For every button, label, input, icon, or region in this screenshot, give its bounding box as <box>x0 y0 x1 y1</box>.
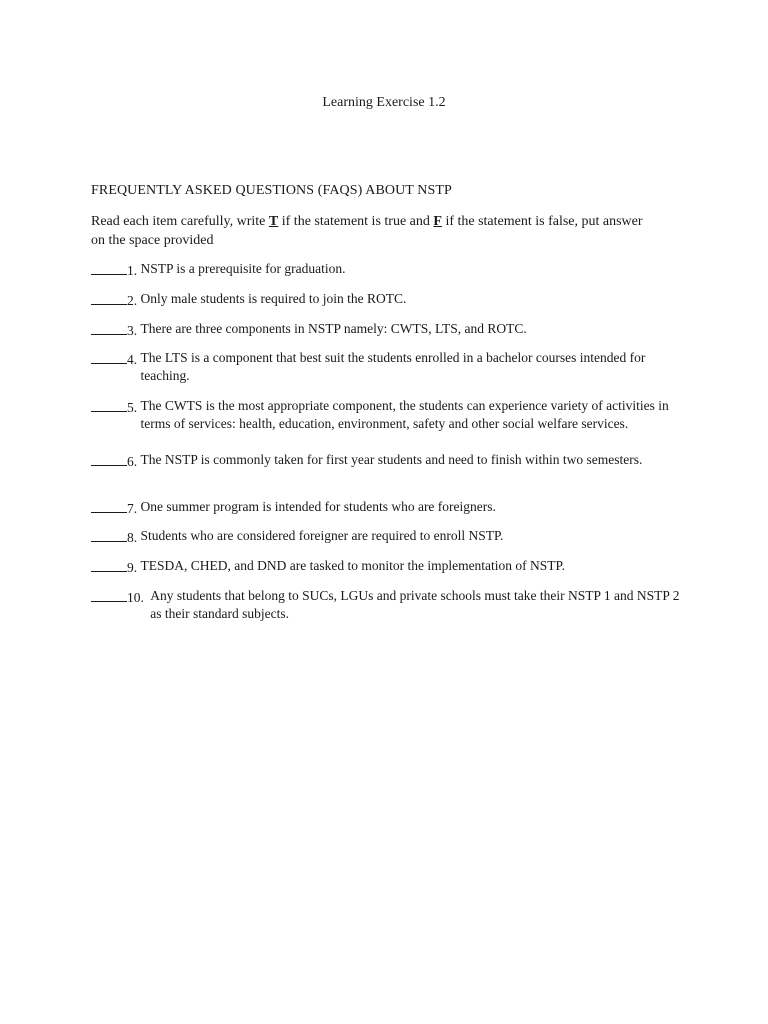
question-number: 4. <box>127 352 141 367</box>
question-number: 9. <box>127 560 141 575</box>
question-number: 10. <box>127 590 148 605</box>
question-number: 1. <box>127 263 141 278</box>
question-item <box>91 320 681 340</box>
answer-blank[interactable] <box>91 557 127 572</box>
instructions-text-2: if the statement is true and <box>278 214 434 229</box>
false-mark: F <box>433 214 442 229</box>
question-text: One summer program is intended for students who are foreigners. <box>140 499 496 514</box>
question-item <box>91 587 681 623</box>
question-item <box>91 451 681 471</box>
answer-blank[interactable] <box>91 451 127 466</box>
answer-blank[interactable] <box>91 290 127 305</box>
answer-blank[interactable] <box>91 397 127 412</box>
question-text: Any students that belong to SUCs, LGUs and private schools must take their NSTP 1 and NSTP 2 as their standard subjects. <box>150 588 680 621</box>
instructions-text-1: Read each item carefully, write <box>91 214 269 229</box>
instructions-text-3: if the statement is false, put answer on the space provided <box>91 214 643 248</box>
question-number: 2. <box>127 293 141 308</box>
question-item <box>91 498 681 518</box>
question-item <box>91 527 681 547</box>
question-item <box>91 349 681 385</box>
question-number: 6. <box>127 454 141 469</box>
answer-blank[interactable] <box>91 527 127 542</box>
true-mark: T <box>268 214 279 229</box>
question-number: 3. <box>127 323 141 338</box>
question-item <box>91 557 681 577</box>
question-text: The NSTP is commonly taken for first year students and need to finish within two semesters. <box>140 452 643 467</box>
question-item <box>91 397 681 433</box>
instructions <box>91 212 651 250</box>
answer-blank[interactable] <box>91 320 127 335</box>
question-text: Only male students is required to join the ROTC. <box>140 291 407 306</box>
question-item <box>91 290 681 310</box>
question-number: 7. <box>127 501 141 516</box>
question-text: NSTP is a prerequisite for graduation. <box>140 261 346 276</box>
question-item <box>91 260 681 280</box>
question-text: Students who are considered foreigner are required to enroll NSTP. <box>140 528 504 543</box>
question-text: The LTS is a component that best suit the students enrolled in a bachelor courses intended for teaching. <box>140 350 646 383</box>
question-number: 8. <box>127 530 141 545</box>
question-text: TESDA, CHED, and DND are tasked to monitor the implementation of NSTP. <box>140 558 565 573</box>
answer-blank[interactable] <box>91 349 127 364</box>
answer-blank[interactable] <box>91 498 127 513</box>
question-text: There are three components in NSTP namely: CWTS, LTS, and ROTC. <box>140 321 527 336</box>
question-number: 5. <box>127 400 141 415</box>
question-text: The CWTS is the most appropriate component, the students can experience variety of activities in terms of services: health, education, environment, safety and other social welfare services. <box>140 398 669 431</box>
answer-blank[interactable] <box>91 260 127 275</box>
exercise-title: Learning Exercise 1.2 <box>322 95 446 110</box>
section-heading: FREQUENTLY ASKED QUESTIONS (FAQS) ABOUT NSTP <box>91 183 452 198</box>
answer-blank[interactable] <box>91 587 127 602</box>
